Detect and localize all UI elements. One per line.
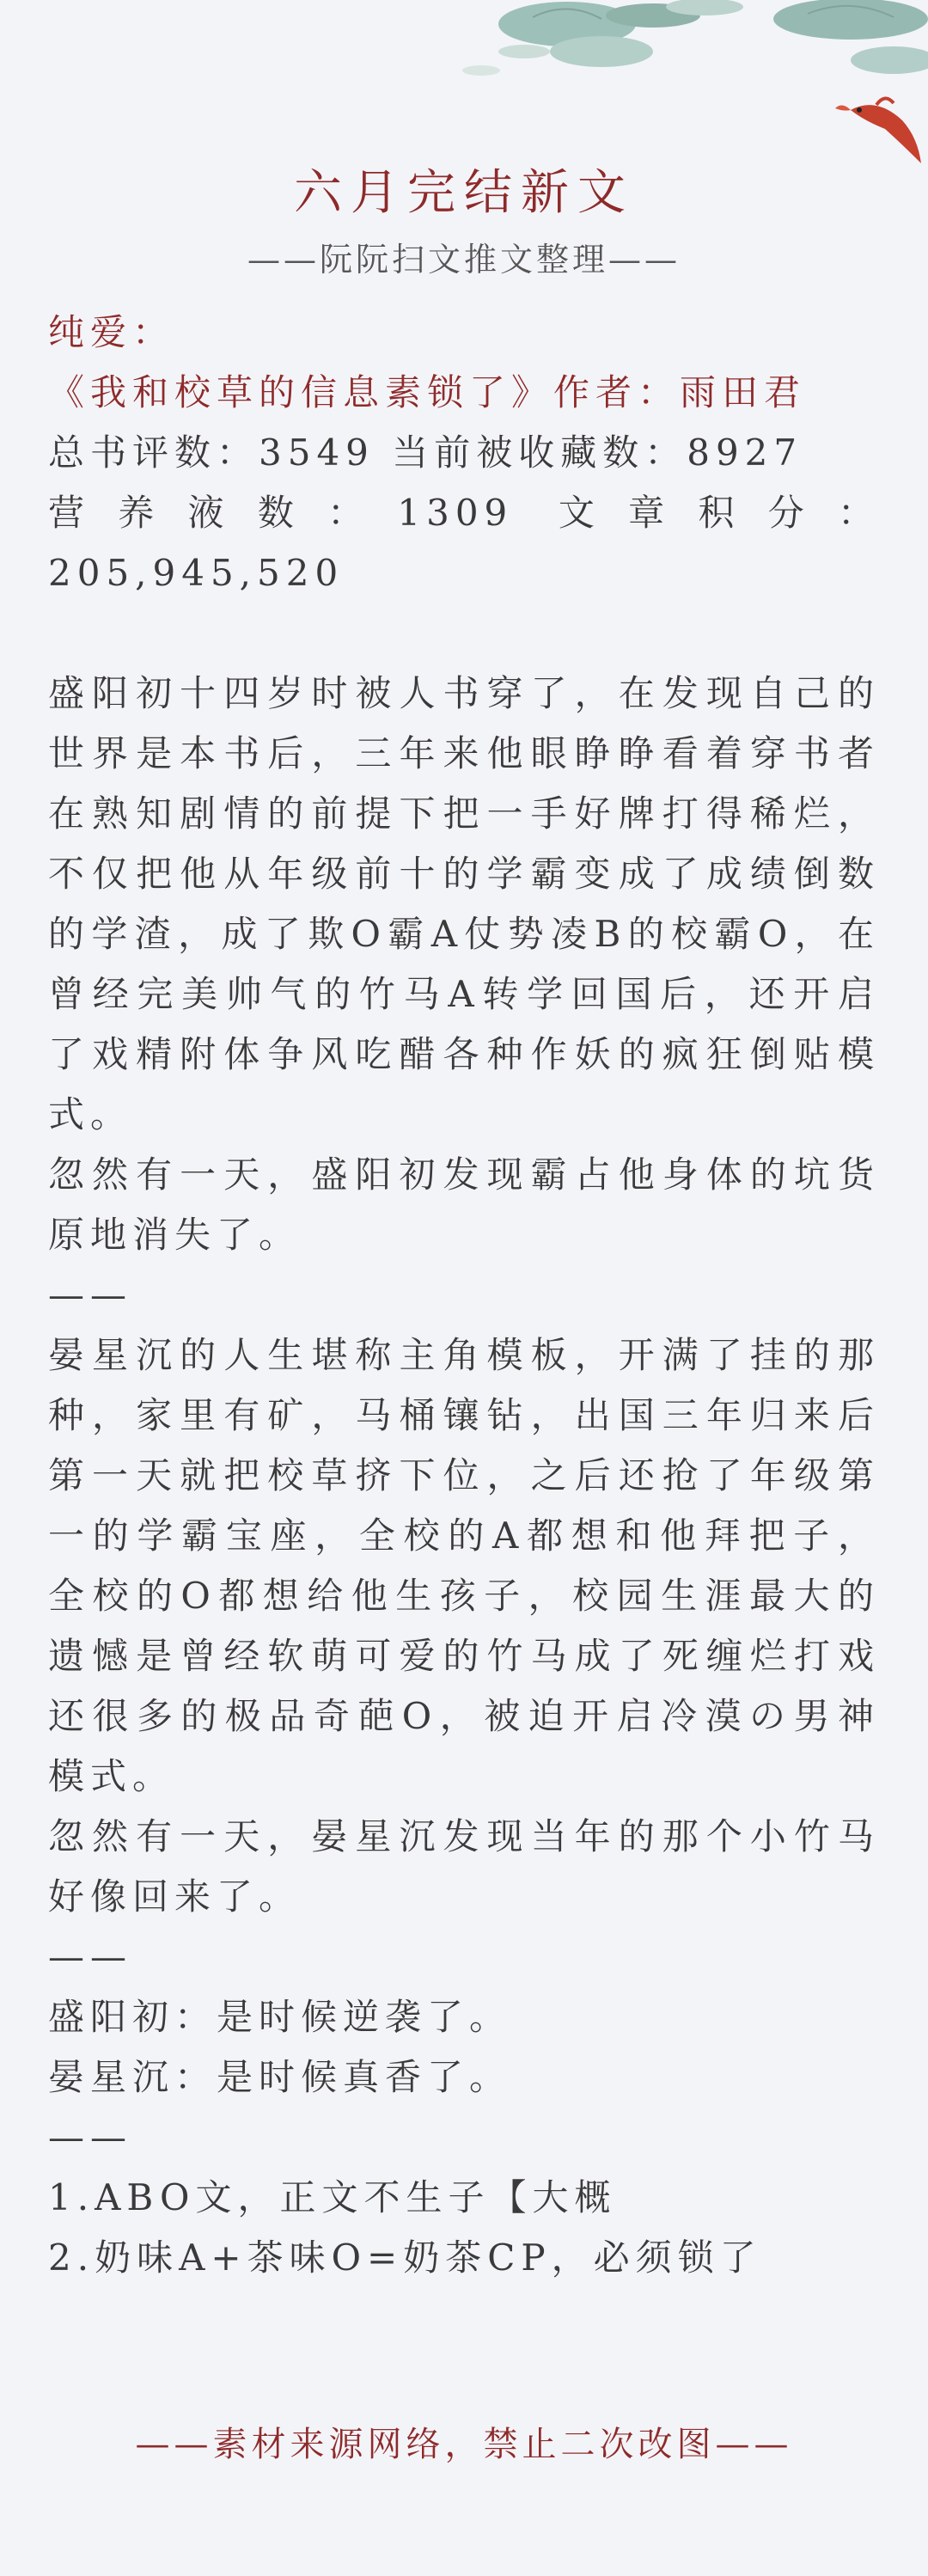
synopsis-paragraph: 晏星沉的人生堪称主角模板，开满了挂的那种，家里有矿，马桶镶钻，出国三年归来后第一天就把校草挤下位，之后还抢了年级第一的学霸宝座，全校的A都想和他拜把子，全校的O都想给他生孩子，校园生涯最大的遗憾是曾经软萌可爱的竹马成了死缠烂打戏还很多的极品奇葩O，被迫开启冷漠の男神模式。 [48,1334,880,1797]
note-line: 2.奶味A+茶味O=奶茶CP，必须锁了 [48,2236,762,2279]
article-body [48,303,880,2288]
page-subtitle: ——阮阮扫文推文整理—— [247,241,681,278]
dialogue-line: 盛阳初：是时候逆袭了。 [48,1996,512,2038]
separator: —— [48,2116,132,2158]
synopsis-paragraph: 忽然有一天，晏星沉发现当年的那个小竹马好像回来了。 [48,1815,880,1918]
book-title: 《我和校草的信息素锁了》作者：雨田君 [48,371,807,413]
lotus-leaf-decoration [0,0,928,163]
dialogue-line: 晏星沉：是时候真香了。 [48,2056,512,2098]
koi-fish-icon [835,98,921,163]
paragraph-gap [48,603,880,664]
page-title: 六月完结新文 [294,165,634,221]
synopsis-paragraph: 忽然有一天，盛阳初发现霸占他身体的坑货原地消失了。 [48,1153,880,1256]
separator: —— [48,1936,132,1978]
footer-note: ——素材来源网络，禁止二次改图—— [135,2425,793,2464]
separator: —— [48,1274,132,1316]
note-line: 1.ABO文，正文不生子【大概 [48,2176,617,2218]
book-stats-line2: 营养液数：1309 文章积分：205,945,520 [48,492,880,594]
synopsis-paragraph: 盛阳初十四岁时被人书穿了，在发现自己的世界是本书后，三年来他眼睁睁看着穿书者在熟知剧情的前提下把一手好牌打得稀烂，不仅把他从年级前十的学霸变成了成绩倒数的学渣，成了欺O霸A仗势凌B的校霸O，在曾经完美帅气的竹马A转学回国后，还开启了戏精附体争风吃醋各种作妖的疯狂倒贴模式。 [48,672,880,1135]
book-stats-line1: 总书评数：3549 当前被收藏数：8927 [48,431,803,474]
category-label: 纯爱： [48,311,175,353]
